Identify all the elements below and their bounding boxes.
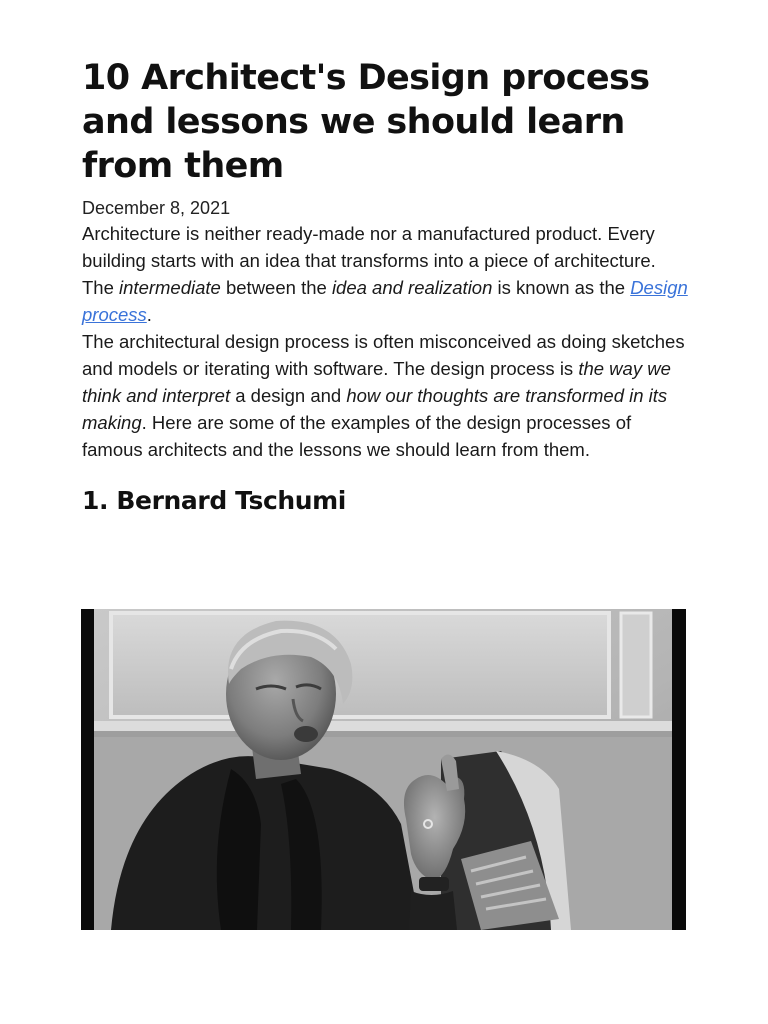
bernard-tschumi-photo bbox=[81, 609, 686, 930]
section-heading-bernard-tschumi: 1. Bernard Tschumi bbox=[82, 486, 346, 515]
design-process-link[interactable]: Design process bbox=[82, 277, 688, 325]
intro-text-1: Architecture is neither ready-made nor a manufactured product. Every building starts with an idea that transforms into a piece of architecture. The bbox=[82, 223, 656, 298]
second-text-2: a design and bbox=[230, 385, 347, 406]
intro-text-3: is known as the bbox=[492, 277, 631, 298]
second-paragraph bbox=[82, 328, 688, 463]
second-emphasis-think-interpret: the way we think and interpret bbox=[82, 358, 671, 406]
intro-emphasis-idea-realization: idea and realization bbox=[331, 277, 493, 298]
article-content bbox=[82, 56, 688, 517]
article-title: 10 Architect's Design process and lessons we should learn from them bbox=[82, 58, 650, 186]
second-text-1: The architectural design process is often misconceived as doing sketches and models or iterating with software. The design process is bbox=[82, 331, 685, 379]
article-date: December 8, 2021 bbox=[82, 198, 231, 218]
intro-text-4: . bbox=[146, 304, 152, 325]
second-text-3: . Here are some of the examples of the design processes of famous architects and the lessons we should learn from them. bbox=[82, 412, 632, 460]
portrait-illustration bbox=[81, 609, 686, 930]
intro-paragraph bbox=[82, 220, 688, 328]
second-emphasis-thoughts-transformed: how our thoughts are transformed in its making bbox=[82, 385, 668, 433]
intro-text-2: between the bbox=[220, 277, 332, 298]
intro-emphasis-intermediate: intermediate bbox=[119, 277, 221, 298]
